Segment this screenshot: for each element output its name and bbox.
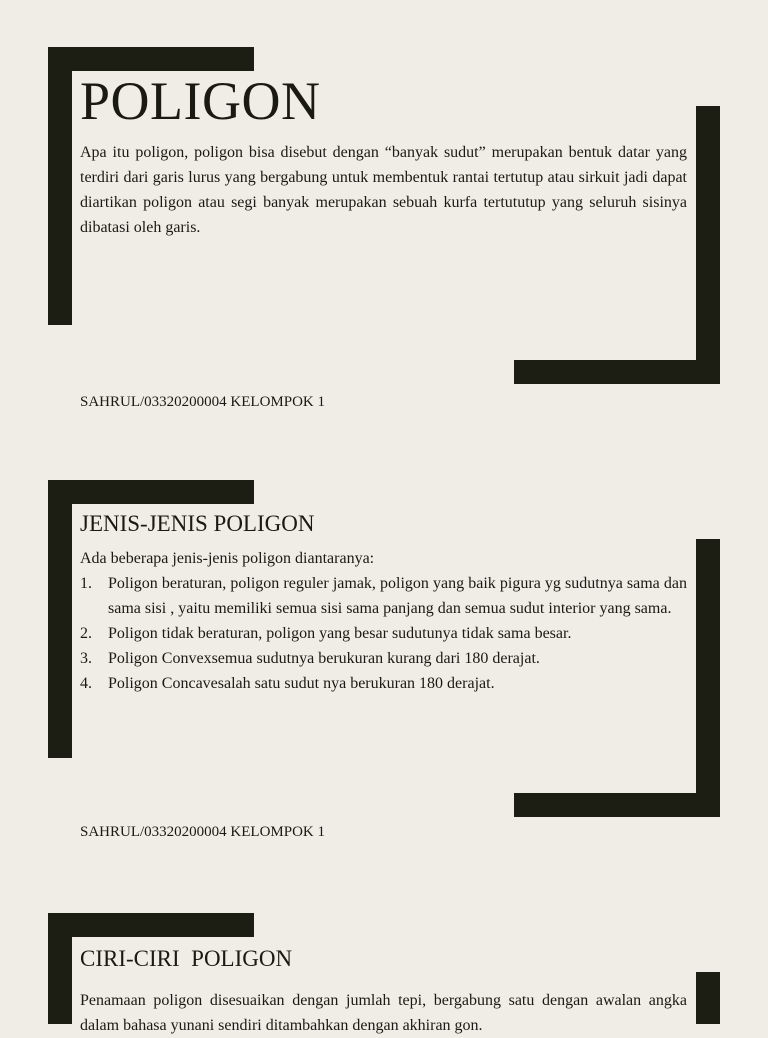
slide-title: CIRI-CIRI POLIGON	[80, 946, 293, 971]
list-item-text: Poligon Convexsemua sudutnya berukuran kurang dari 180 derajat.	[108, 650, 540, 667]
frame-top-left-vertical	[48, 913, 72, 1024]
slide-title: JENIS-JENIS POLIGON	[80, 511, 315, 536]
list-intro: Ada beberapa jenis-jenis poligon diantaranya:	[80, 550, 375, 567]
frame-bottom-right-vertical	[696, 972, 720, 1024]
list-item-text: Poligon Concavesalah satu sudut nya berukuran 180 derajat.	[108, 675, 495, 692]
list-item-text: Poligon beraturan, poligon reguler jamak, poligon yang baik pigura yg sudutnya sama dan sama sisi , yaitu memiliki semua sisi sama panjang dan semua sudut interior yang sama.	[108, 575, 687, 617]
slide-footer: SAHRUL/03320200004 KELOMPOK 1	[80, 824, 326, 840]
slide-body: Penamaan poligon disesuaikan dengan jumlah tepi, bergabung satu dengan awalan angka dalam bahasa yunani sendiri ditambahkan dengan akhiran gon.	[80, 992, 687, 1034]
list-item-number: 3.	[80, 650, 92, 667]
list-item-text: Poligon tidak beraturan, poligon yang besar sudutunya tidak sama besar.	[108, 625, 572, 642]
slide-body: Apa itu poligon, poligon bisa disebut dengan “banyak sudut” merupakan bentuk datar yang terdiri dari garis lurus yang bergabung untuk membentuk rantai tertutup atau sirkuit jadi dapat diartikan poligon atau segi banyak merupakan sebuah kurfa tertututup yang seluruh sisinya dibatasi oleh garis.	[80, 144, 687, 236]
slide-title: POLIGON	[80, 71, 321, 131]
list-item-number: 2.	[80, 625, 92, 642]
slide-footer: SAHRUL/03320200004 KELOMPOK 1	[80, 394, 326, 410]
frame-top-left-horizontal	[48, 913, 254, 937]
list-item-number: 4.	[80, 675, 92, 692]
list-item-number: 1.	[80, 575, 92, 592]
